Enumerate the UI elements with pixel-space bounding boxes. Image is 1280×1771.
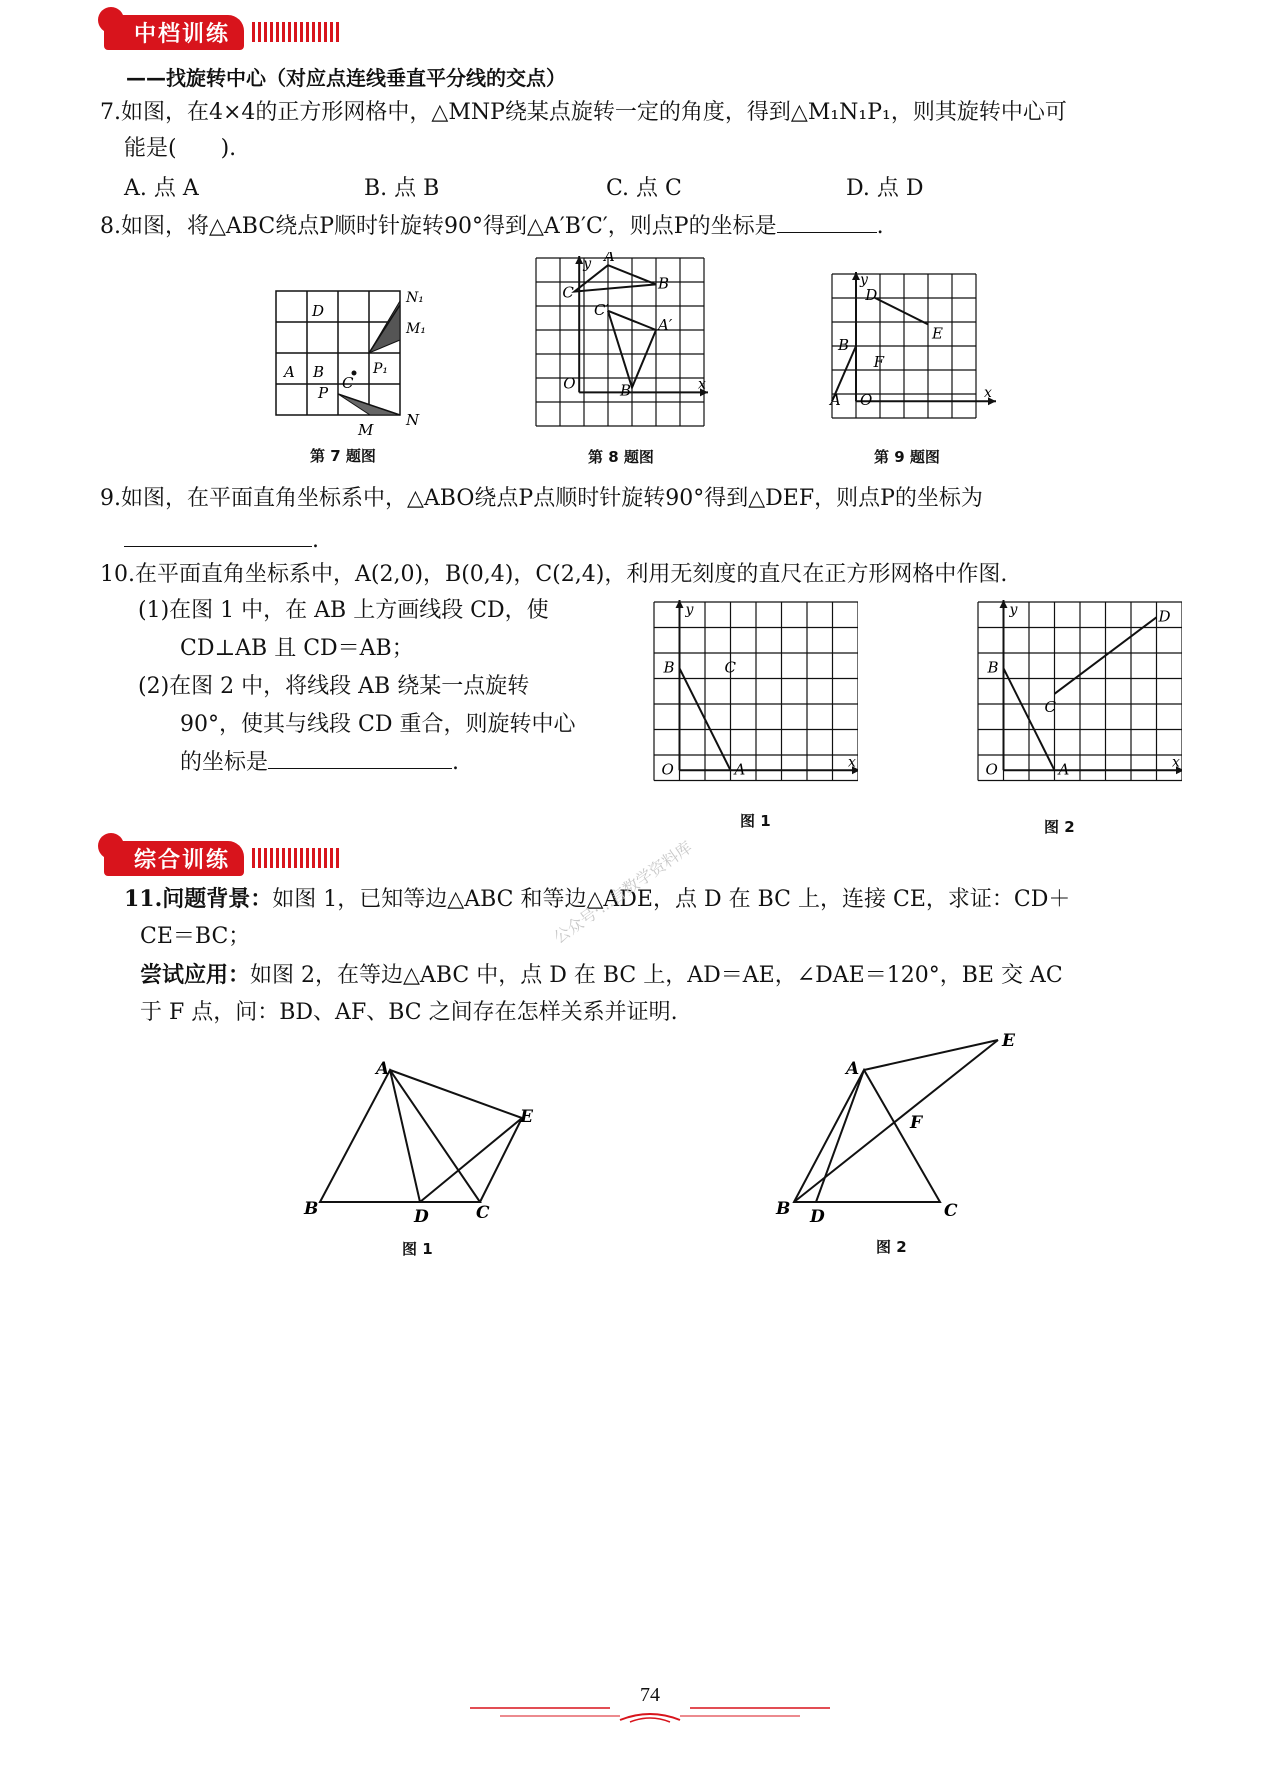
label-a: A bbox=[846, 1059, 860, 1079]
figure-q11-2 bbox=[770, 1026, 1030, 1264]
segment-de bbox=[875, 298, 928, 324]
label-b: B bbox=[313, 363, 325, 381]
label-a-prime: A′ bbox=[658, 316, 673, 334]
q8-end: . bbox=[876, 214, 884, 239]
q11-line2: CE＝BC； bbox=[140, 924, 251, 949]
y-axis-arrow bbox=[1000, 600, 1008, 608]
q7-option-b: B. 点 B bbox=[364, 176, 440, 201]
q11-background-label: 11.问题背景： bbox=[124, 886, 273, 912]
label-a: A bbox=[1058, 760, 1070, 779]
q11-line4: 于 F 点，问：BD、AF、BC 之间存在怎样关系并证明. bbox=[140, 1000, 678, 1025]
section-badge: 综合训练 bbox=[104, 841, 244, 876]
label-d: D bbox=[810, 1207, 825, 1227]
label-o: O bbox=[860, 391, 873, 410]
label-a: A bbox=[284, 363, 295, 381]
label-x: x bbox=[698, 376, 706, 393]
q11-figure2-caption: 图 2 bbox=[876, 1238, 907, 1256]
label-y: y bbox=[1009, 602, 1018, 618]
label-c-prime: C′ bbox=[594, 300, 609, 319]
watermark: 公众号·...言数学资料库 bbox=[549, 837, 696, 948]
section-badge: 中档训练 bbox=[104, 15, 244, 50]
label-b-prime: B′ bbox=[620, 381, 635, 400]
section-header-comprehensive bbox=[104, 840, 339, 876]
label-o: O bbox=[661, 760, 674, 779]
label-p: P bbox=[318, 384, 329, 402]
q10-answer-blank[interactable] bbox=[268, 746, 452, 769]
q11-application-label: 尝试应用： bbox=[140, 962, 251, 988]
label-c: C bbox=[724, 658, 736, 677]
page-footer bbox=[470, 1684, 830, 1730]
q11-background-text: 如图 1，已知等边△ABC 和等边△ADE，点 D 在 BC 上，连接 CE，求证：CD＋ bbox=[272, 887, 1071, 912]
label-a: A bbox=[830, 391, 841, 410]
q10-part2-line2: 90°，使其与线段 CD 重合，则旋转中心 bbox=[180, 712, 576, 737]
label-e: E bbox=[932, 324, 943, 343]
label-x: x bbox=[1172, 754, 1180, 771]
q7-stem-line2: 能是( ). bbox=[124, 136, 237, 161]
label-n1: N₁ bbox=[406, 290, 424, 306]
q10-grid1-svg bbox=[648, 596, 858, 804]
label-p1: P₁ bbox=[373, 361, 389, 377]
q9-answer bbox=[124, 524, 319, 558]
label-x: x bbox=[848, 754, 856, 771]
q8-figure-caption: 第 8 题图 bbox=[588, 448, 654, 466]
q7-figure-caption: 第 7 题图 bbox=[310, 447, 376, 465]
q7-option-d: D. 点 D bbox=[846, 176, 924, 201]
label-o: O bbox=[985, 760, 998, 779]
label-m1: M₁ bbox=[406, 321, 426, 337]
label-a: A bbox=[376, 1059, 390, 1079]
q11-application-text: 如图 2，在等边△ABC 中，点 D 在 BC 上，AD＝AE，∠DAE＝120°，BE 交 AC bbox=[250, 963, 1063, 988]
q11-line3 bbox=[140, 958, 1063, 993]
figure-q10-2 bbox=[972, 596, 1184, 836]
label-d: D bbox=[865, 286, 878, 304]
q9-figure-caption: 第 9 题图 bbox=[874, 448, 940, 466]
q10-part2-line1: (2)在图 2 中，将线段 AB 绕某一点旋转 bbox=[138, 674, 530, 699]
q9-end: . bbox=[312, 528, 319, 553]
q11-figure1-caption: 图 1 bbox=[402, 1240, 433, 1258]
q8-answer-blank[interactable] bbox=[777, 210, 877, 233]
q10-grid2-svg bbox=[972, 596, 1182, 804]
y-axis-arrow bbox=[676, 600, 684, 608]
label-d: D bbox=[1158, 607, 1171, 626]
figure-q7 bbox=[270, 285, 430, 465]
q7-stem-line1: 7.如图，在4×4的正方形网格中，△MNP绕某点旋转一定的角度，得到△M₁N₁P₁，则其旋转中心可 bbox=[100, 100, 1067, 125]
q10-stem: 10.在平面直角坐标系中，A(2,0)，B(0,4)，C(2,4)，利用无刻度的直尺在正方形网格中作图. bbox=[100, 562, 1008, 587]
label-b: B bbox=[663, 658, 675, 677]
page-number: 74 bbox=[640, 1684, 660, 1706]
label-y: y bbox=[685, 602, 694, 618]
label-b: B bbox=[987, 658, 999, 677]
label-a: A bbox=[604, 252, 615, 266]
q8-stem bbox=[100, 210, 884, 244]
label-m: M bbox=[358, 421, 374, 439]
decorative-bars bbox=[252, 848, 339, 868]
label-c: C bbox=[562, 283, 574, 302]
q10-part1-line1: (1)在图 1 中，在 AB 上方画线段 CD，使 bbox=[138, 598, 549, 623]
label-c: C bbox=[1044, 697, 1056, 716]
q10-part2-line3 bbox=[180, 746, 459, 780]
figure-q9 bbox=[826, 268, 1006, 468]
label-e: E bbox=[1002, 1031, 1015, 1051]
q10-figure1-caption: 图 1 bbox=[740, 812, 771, 830]
label-x: x bbox=[984, 385, 992, 402]
label-a: A bbox=[734, 760, 746, 779]
q9-answer-blank[interactable] bbox=[124, 524, 312, 547]
q7-option-c: C. 点 C bbox=[606, 176, 682, 201]
label-c: C bbox=[342, 374, 354, 392]
label-y: y bbox=[583, 256, 592, 272]
label-f: F bbox=[910, 1113, 923, 1133]
q8-text: 8.如图，将△ABC绕点P顺时针旋转90°得到△A′B′C′，则点P的坐标是 bbox=[100, 214, 777, 239]
q8-grid-svg bbox=[530, 252, 726, 448]
label-c: C bbox=[476, 1203, 490, 1223]
y-axis-arrow bbox=[575, 256, 583, 264]
q10-figure2-caption: 图 2 bbox=[1044, 818, 1075, 836]
label-b: B bbox=[658, 274, 670, 293]
label-b: B bbox=[304, 1199, 319, 1219]
label-o: O bbox=[563, 374, 576, 393]
label-y: y bbox=[860, 272, 868, 288]
decorative-bars bbox=[252, 22, 339, 42]
label-d: D bbox=[312, 302, 325, 320]
q9-grid-svg bbox=[826, 268, 1002, 444]
q7-option-a: A. 点 A bbox=[124, 176, 199, 201]
q10-part1-line2: CD⊥AB 且 CD＝AB； bbox=[180, 636, 414, 661]
q10-part2-end: . bbox=[452, 750, 460, 775]
label-f: F bbox=[873, 353, 885, 372]
label-d: D bbox=[414, 1207, 429, 1227]
label-b: B bbox=[776, 1199, 791, 1219]
q10-part2-text: 的坐标是 bbox=[180, 750, 269, 775]
section-subtitle: ——找旋转中心（对应点连线垂直平分线的交点） bbox=[126, 66, 566, 90]
y-axis-arrow bbox=[852, 272, 860, 280]
q9-stem: 9.如图，在平面直角坐标系中，△ABO绕点P点顺时针旋转90°得到△DEF，则点P的坐标为 bbox=[100, 486, 983, 511]
section-header-mid bbox=[104, 14, 339, 50]
figure-q8 bbox=[530, 252, 730, 467]
label-c: C bbox=[944, 1201, 958, 1221]
figure-q11-1 bbox=[296, 1054, 556, 1264]
label-b: B bbox=[838, 336, 850, 354]
figure-q10-1 bbox=[648, 596, 860, 836]
label-e: E bbox=[520, 1107, 533, 1127]
label-n: N bbox=[406, 411, 420, 429]
